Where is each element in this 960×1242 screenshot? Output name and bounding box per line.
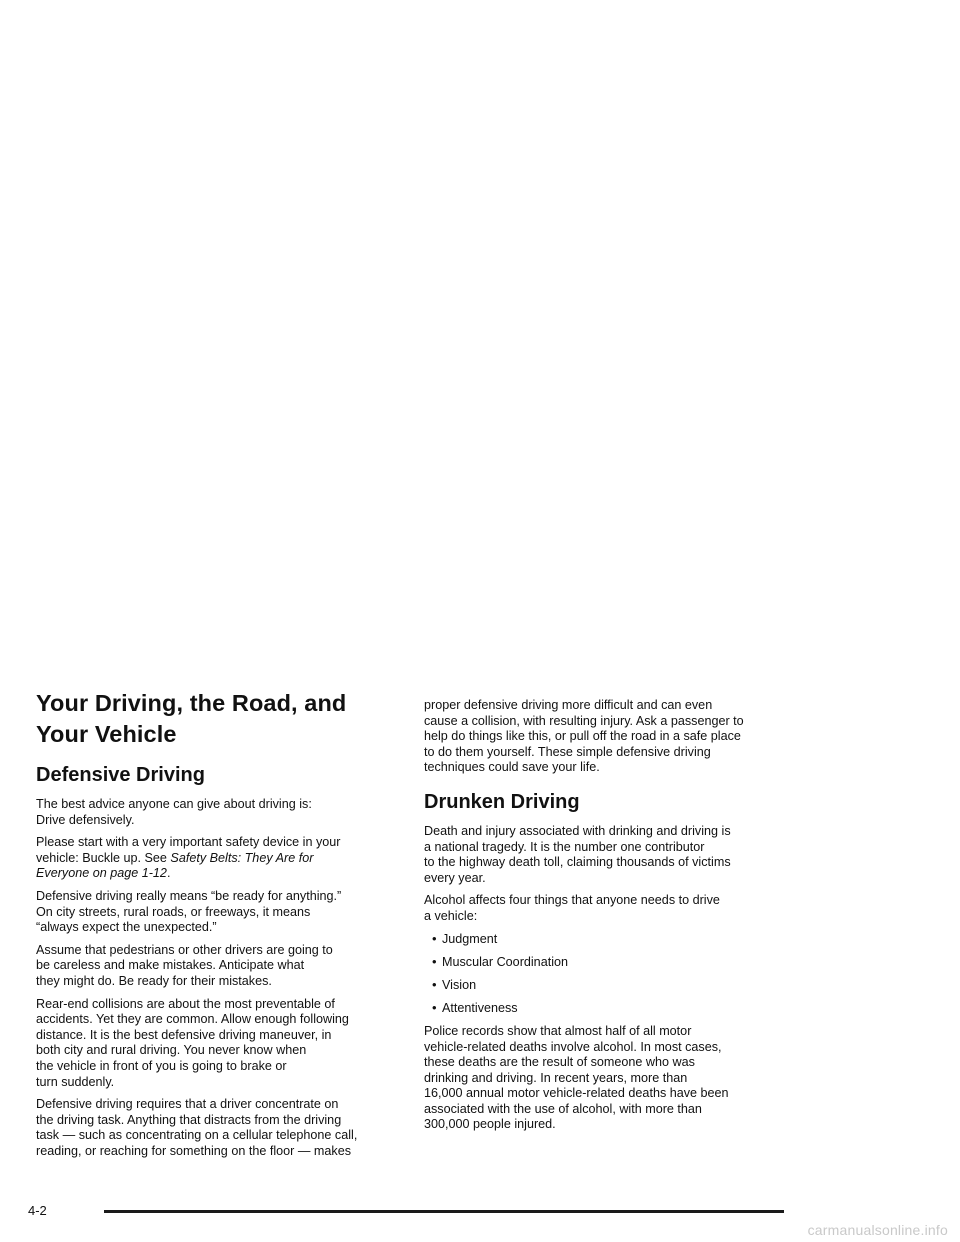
list-item: • Vision	[432, 976, 477, 992]
list-item: • Muscular Coordination	[432, 953, 568, 969]
right-column	[424, 688, 764, 1140]
bullet-icon: •	[432, 930, 437, 946]
section-heading-drunken-driving: Drunken Driving	[424, 790, 580, 813]
paragraph-anticipate: Assume that pedestrians or other drivers are going to be careless and make mistakes. Anticipate what they might do. Be ready for their mistakes.	[36, 942, 333, 988]
paragraph-national-tragedy: Death and injury associated with drinking and driving is a national tragedy. It is the number one contributor to the highway death toll, claiming thousands of victims every year.	[424, 823, 731, 885]
paragraph-drive-defensively: The best advice anyone can give about driving is: Drive defensively.	[36, 797, 312, 827]
paragraph-buckle-up	[36, 835, 396, 882]
cross-reference-safety-belts[interactable]: Safety Belts: They Are for Everyone on page 1-12	[36, 850, 314, 881]
page-number: 4-2	[28, 1203, 47, 1218]
buckle-up-period: .	[166, 866, 171, 881]
buckle-up-text: Please start with a very important safety device in your vehicle: Buckle up. See	[36, 835, 341, 865]
paragraph-police-records: Police records show that almost half of all motor vehicle-related deaths involve alcohol. In most cases, these deaths are the result of someone who was drinking and driving. In recent years, more than 16,000 annual motor vehicle-related deaths have been associated with the use of alcohol, with more than 300,000 people injured.	[424, 1023, 729, 1132]
page-title: Your Driving, the Road, and Your Vehicle	[36, 690, 347, 747]
alcohol-effects-list	[424, 932, 764, 1017]
list-item: • Attentiveness	[432, 999, 518, 1015]
paragraph-rear-end-collisions: Rear-end collisions are about the most preventable of accidents. Yet they are common. Allow enough following distance. It is the best defensive driving maneuver, in both city and rural driving. You never know when the vehicle in front of you is going to brake or turn suddenly.	[36, 996, 349, 1089]
section-heading-defensive-driving: Defensive Driving	[36, 764, 205, 786]
bullet-icon: •	[432, 976, 437, 992]
bullet-icon: •	[432, 999, 437, 1015]
paragraph-concentrate: Defensive driving requires that a driver concentrate on the driving task. Anything that distracts from the driving task — such as concentrating on a cellular telephone call, reading, or reaching for something on the floor — makes	[36, 1097, 358, 1158]
paragraph-defensive-continued: proper defensive driving more difficult and can even cause a collision, with resulting injury. Ask a passenger to help do things like this, or pull off the road in a safe place to do them yourself. These simple defensive driving techniques could save your life.	[424, 698, 744, 775]
footer-rule	[104, 1210, 784, 1213]
list-item: • Judgment	[432, 930, 498, 946]
bullet-icon: •	[432, 953, 437, 969]
left-column	[36, 688, 396, 1166]
page-footer	[28, 1203, 784, 1223]
paragraph-be-ready: Defensive driving really means “be ready for anything.” On city streets, rural roads, or freeways, it means “always expect the unexpected.”	[36, 888, 342, 935]
paragraph-alcohol-affects: Alcohol affects four things that anyone needs to drive a vehicle:	[424, 893, 720, 923]
watermark: carmanualsonline.info	[807, 1222, 948, 1238]
